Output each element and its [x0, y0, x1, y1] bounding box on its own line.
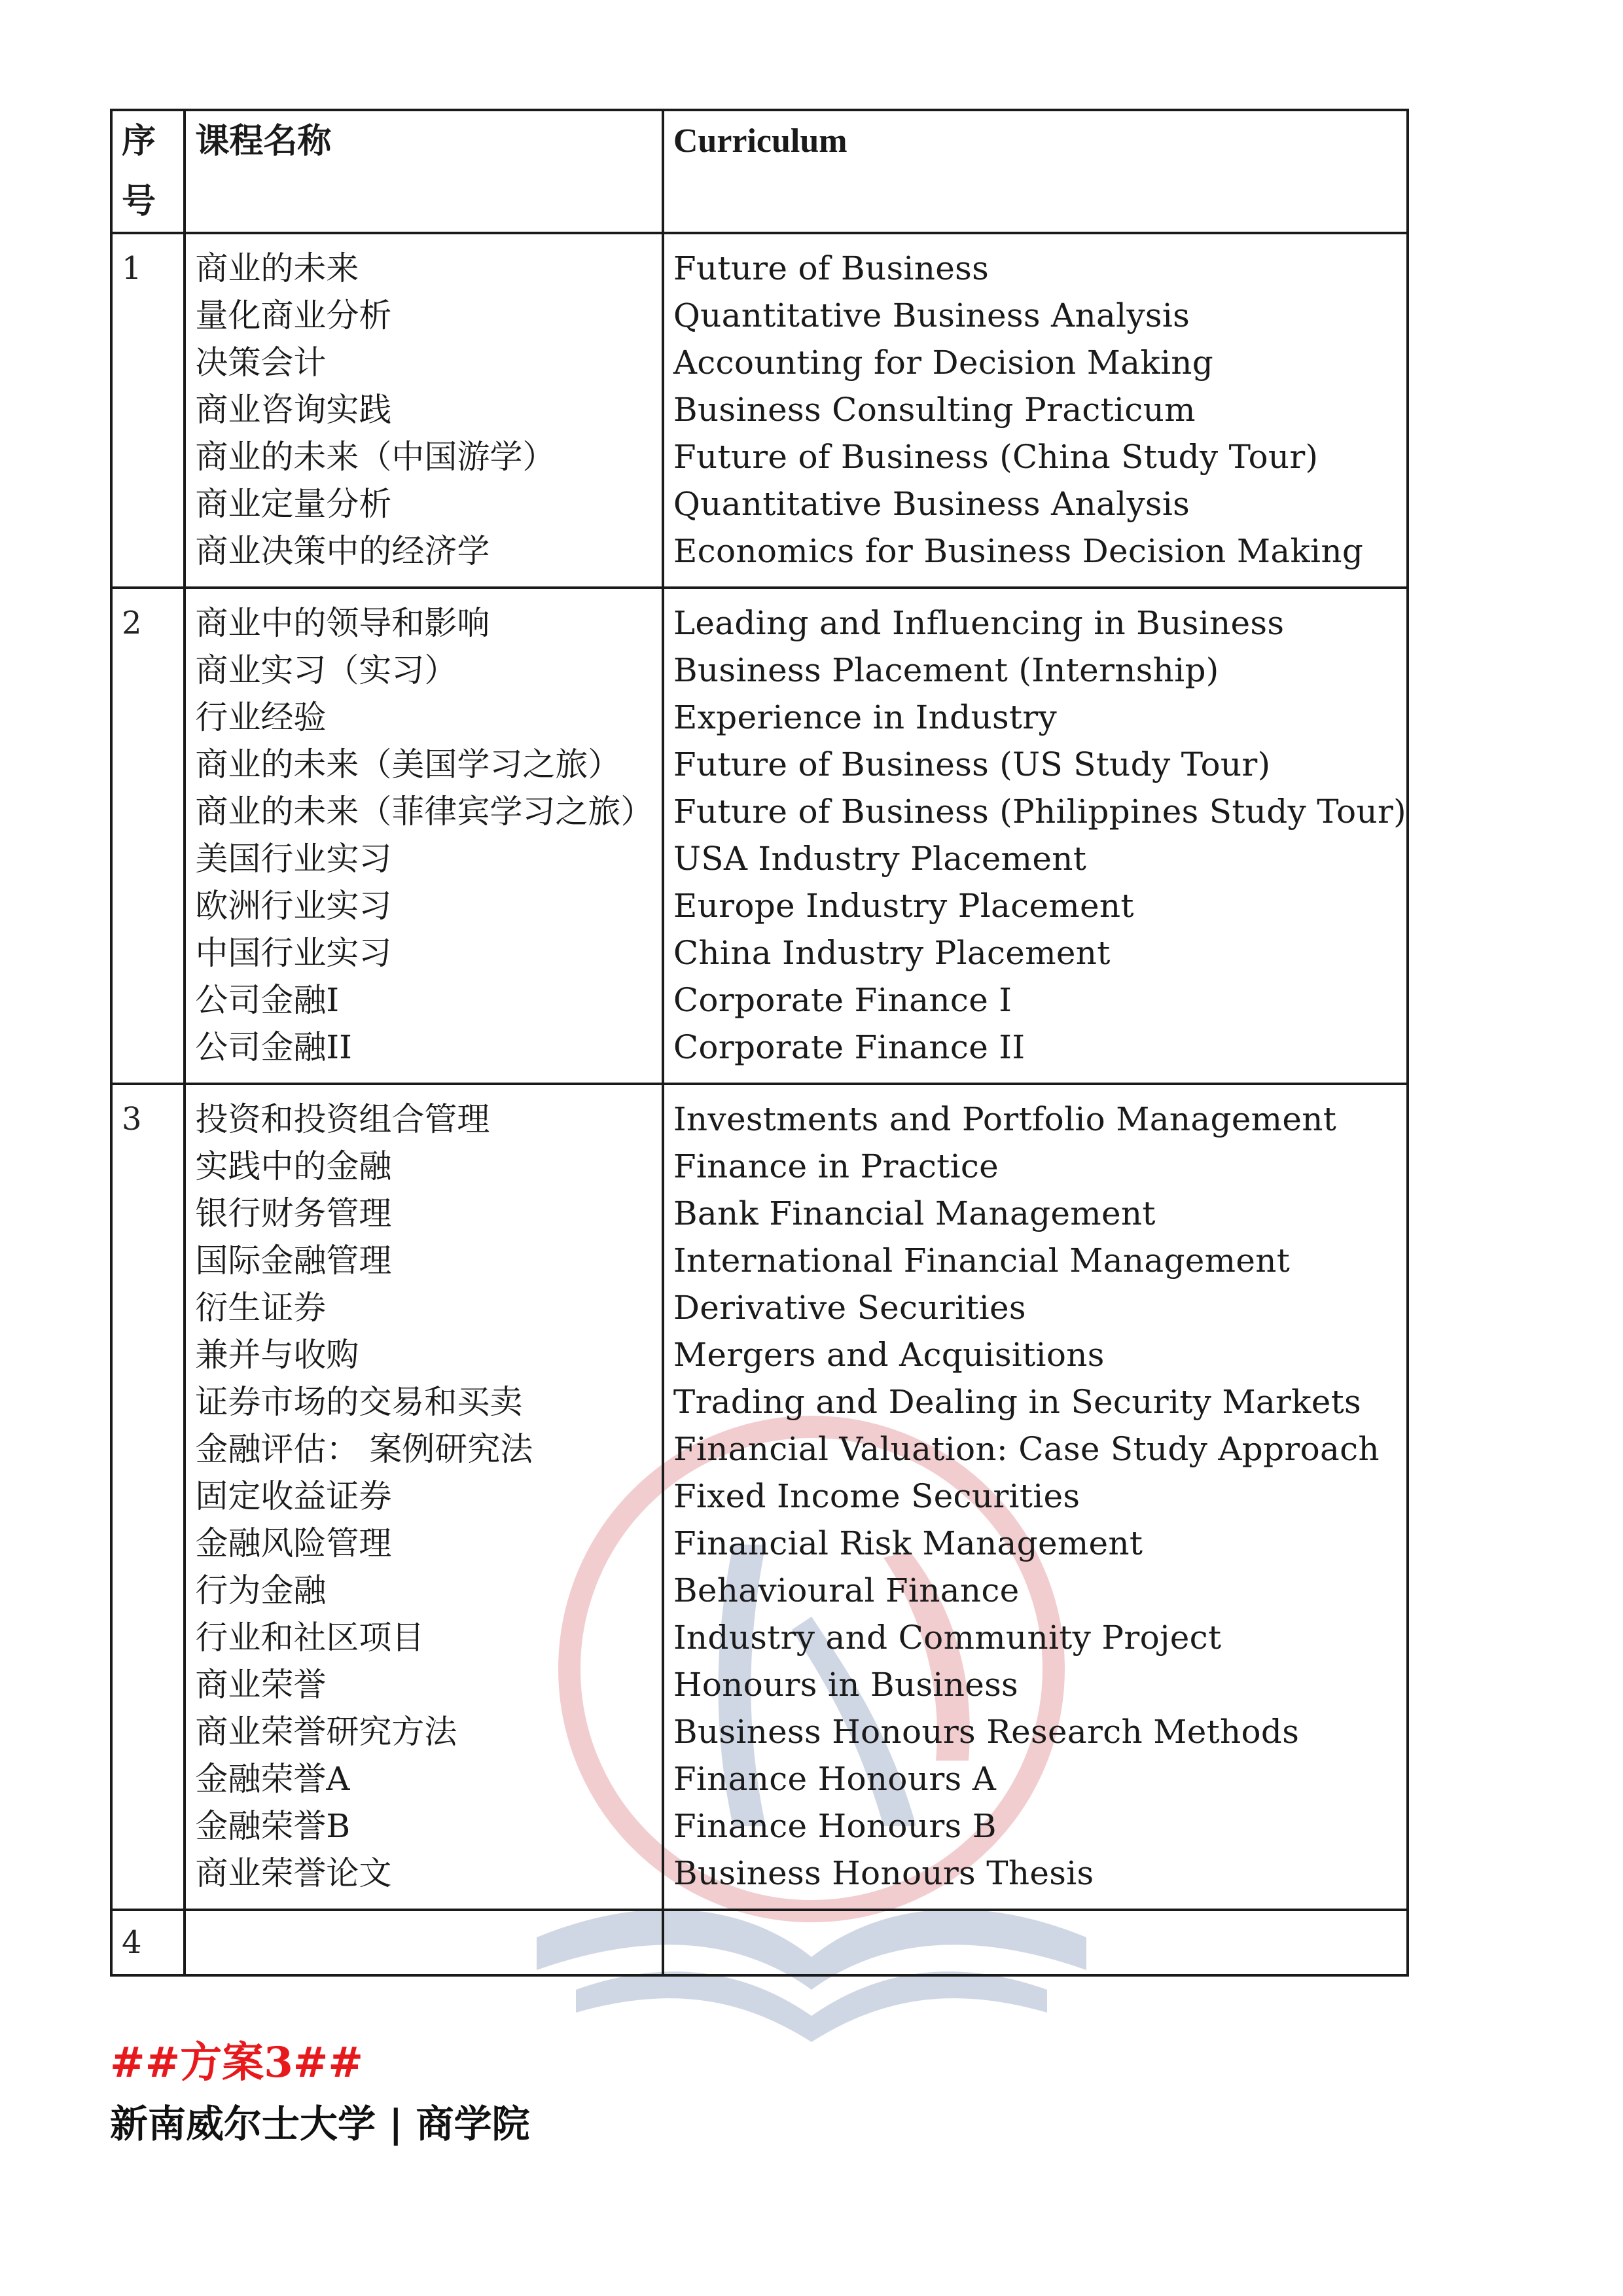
course-name-cn: 证券市场的交易和买卖: [195, 1383, 523, 1421]
course-name-en: Future of Business (China Study Tour): [673, 438, 1319, 476]
header-number: 序号: [111, 110, 185, 233]
course-name-en: Mergers and Acquisitions: [673, 1336, 1105, 1374]
course-name-cn: 金融荣誉A: [195, 1760, 350, 1798]
course-name-en: Industry and Community Project: [673, 1619, 1222, 1657]
row-number: [111, 1910, 185, 1975]
course-names-en: [663, 588, 1408, 1084]
course-name-cn: 行业经验: [195, 698, 327, 736]
course-name-cn: 金融风险管理: [195, 1524, 392, 1562]
row-number: [111, 1084, 185, 1910]
plan-tag: ##方案3##: [110, 2038, 364, 2087]
course-name-cn: 商业的未来（美国学习之旅）: [195, 745, 621, 783]
row-number: [111, 588, 185, 1084]
course-name-en: Future of Business (US Study Tour): [673, 745, 1271, 783]
course-name-en: Europe Industry Placement: [673, 887, 1134, 925]
course-name-en: Quantitative Business Analysis: [673, 485, 1190, 523]
course-name-en: Leading and Influencing in Business: [673, 604, 1285, 642]
course-names-en: [663, 1084, 1408, 1910]
header-course-name: 课程名称: [185, 110, 662, 233]
course-names-cn: [185, 588, 662, 1084]
table-row: [111, 1910, 1408, 1975]
course-name-en: Economics for Business Decision Making: [673, 532, 1364, 570]
course-name-cn: 商业的未来: [195, 249, 359, 287]
course-name-cn: 公司金融I: [195, 981, 340, 1019]
course-name-en: Financial Valuation: Case Study Approach: [673, 1430, 1380, 1468]
course-names-cn: [185, 1084, 662, 1910]
course-name-en: Finance Honours B: [673, 1807, 997, 1845]
course-name-en: Accounting for Decision Making: [673, 344, 1214, 382]
course-name-cn: 美国行业实习: [195, 840, 392, 878]
course-name-en: Business Honours Thesis: [673, 1854, 1094, 1892]
curriculum-table: [110, 109, 1409, 1977]
table-row: [111, 588, 1408, 1084]
course-name-cn: 商业荣誉: [195, 1666, 327, 1704]
course-name-cn: 金融评估： 案例研究法: [195, 1430, 533, 1468]
course-name-en: International Financial Management: [673, 1242, 1291, 1280]
course-name-en: Corporate Finance I: [673, 981, 1012, 1019]
course-name-en: Finance Honours A: [673, 1760, 997, 1798]
course-name-en: Finance in Practice: [673, 1147, 999, 1185]
course-name-en: Business Consulting Practicum: [673, 391, 1196, 429]
course-name-cn: 商业荣誉论文: [195, 1854, 392, 1892]
course-names-en: [663, 233, 1408, 588]
course-name-cn: 金融荣誉B: [195, 1807, 351, 1845]
course-name-en: Fixed Income Securities: [673, 1477, 1080, 1515]
table-header-row: [111, 110, 1408, 233]
course-name-cn: 衍生证券: [195, 1289, 327, 1327]
school-name: 新南威尔士大学 | 商学院: [110, 2102, 530, 2146]
course-name-en: Corporate Finance II: [673, 1028, 1026, 1066]
course-name-en: Quantitative Business Analysis: [673, 296, 1190, 334]
header-curriculum: Curriculum: [663, 110, 1408, 233]
course-name-en: Business Honours Research Methods: [673, 1713, 1300, 1751]
course-name-cn: 行业和社区项目: [195, 1619, 425, 1657]
table-row: [111, 233, 1408, 588]
course-name-en: Investments and Portfolio Management: [673, 1100, 1337, 1138]
course-name-en: Bank Financial Management: [673, 1194, 1156, 1232]
course-name-en: Business Placement (Internship): [673, 651, 1219, 689]
course-names-en: [663, 1910, 1408, 1975]
course-name-cn: 商业的未来（菲律宾学习之旅）: [195, 793, 654, 831]
course-name-en: Future of Business (Philippines Study Tour): [673, 793, 1406, 831]
course-name-cn: 国际金融管理: [195, 1242, 392, 1280]
course-name-cn: 公司金融II: [195, 1028, 352, 1066]
course-name-cn: 行为金融: [195, 1571, 327, 1609]
course-name-en: Honours in Business: [673, 1666, 1019, 1704]
row-number-text: 3: [122, 1101, 142, 1138]
course-name-cn: 商业的未来（中国游学）: [195, 438, 556, 476]
course-name-cn: 决策会计: [195, 344, 327, 382]
course-name-cn: 商业荣誉研究方法: [195, 1713, 457, 1751]
course-name-en: Derivative Securities: [673, 1289, 1026, 1327]
course-name-cn: 商业定量分析: [195, 485, 392, 523]
row-number-text: 2: [122, 605, 142, 641]
course-name-cn: 兼并与收购: [195, 1336, 359, 1374]
course-name-en: Behavioural Finance: [673, 1571, 1020, 1609]
row-number-text: 4: [122, 1924, 142, 1961]
course-name-cn: 银行财务管理: [195, 1194, 392, 1232]
course-name-cn: 量化商业分析: [195, 296, 392, 334]
table-body: [111, 233, 1408, 1975]
course-name-en: USA Industry Placement: [673, 840, 1087, 878]
course-name-cn: 欧洲行业实习: [195, 887, 392, 925]
course-name-cn: 商业实习（实习）: [195, 651, 457, 689]
course-name-cn: 实践中的金融: [195, 1147, 392, 1185]
course-names-cn: [185, 233, 662, 588]
row-number: [111, 233, 185, 588]
course-name-cn: 中国行业实习: [195, 934, 392, 972]
course-name-en: China Industry Placement: [673, 934, 1111, 972]
course-name-cn: 商业咨询实践: [195, 391, 392, 429]
course-name-cn: 商业中的领导和影响: [195, 604, 490, 642]
course-names-cn: [185, 1910, 662, 1975]
course-name-en: Financial Risk Management: [673, 1524, 1143, 1562]
course-name-cn: 投资和投资组合管理: [195, 1100, 490, 1138]
course-name-cn: 固定收益证券: [195, 1477, 392, 1515]
row-number-text: 1: [122, 250, 142, 287]
course-name-cn: 商业决策中的经济学: [195, 532, 490, 570]
course-name-en: Trading and Dealing in Security Markets: [673, 1383, 1361, 1421]
course-name-en: Experience in Industry: [673, 698, 1058, 736]
course-name-en: Future of Business: [673, 249, 990, 287]
table-row: [111, 1084, 1408, 1910]
